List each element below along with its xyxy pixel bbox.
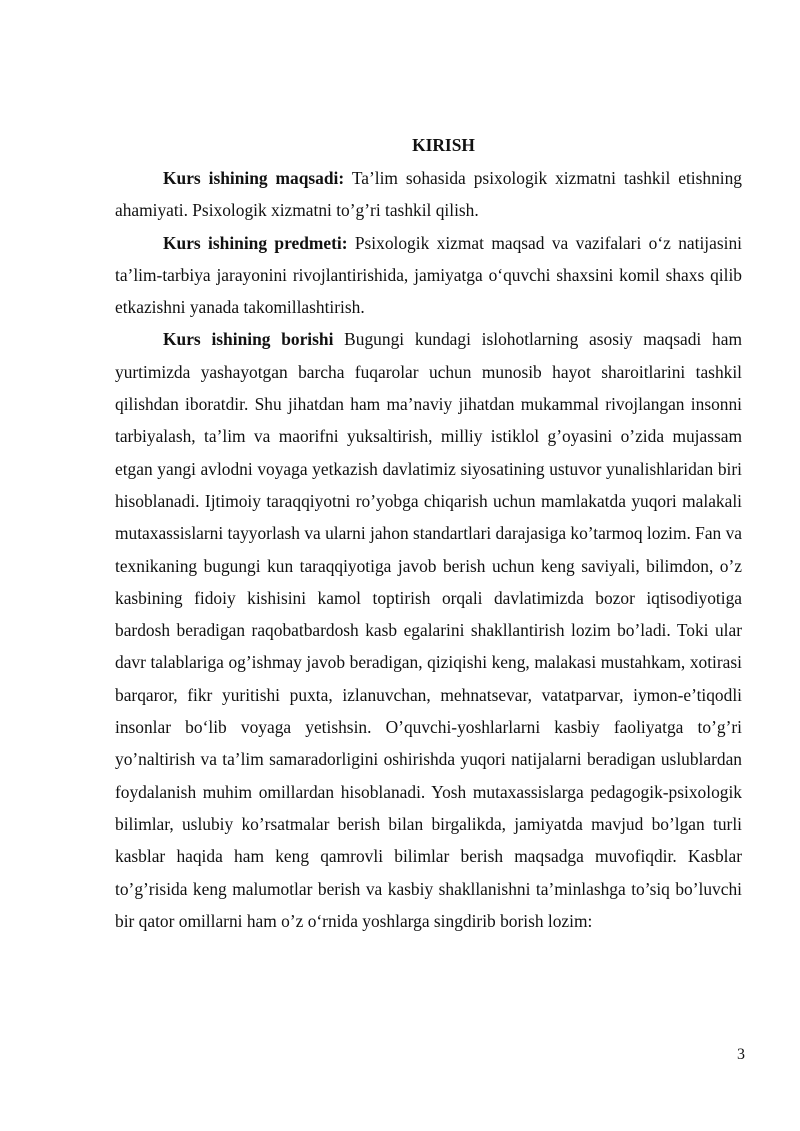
paragraph-lead: Kurs ishining borishi bbox=[163, 329, 334, 350]
paragraph-goal bbox=[115, 162, 742, 227]
paragraph-text: Ta’lim sohasida psixologik xizmatni tashkil etishning ahamiyati. Psixologik xizmatni to’g’ri tashkil qilish. bbox=[115, 168, 742, 221]
paragraph-text: Psixologik xizmat maqsad va vazifalari o‘z natijasini ta’lim-tarbiya jarayonini rivojlantirishida, jamiyatga o‘quvchi shaxsini komil shaxs qilib etkazishni yanada takomillashtirish. bbox=[115, 232, 742, 318]
section-title: KIRISH bbox=[412, 135, 475, 155]
paragraph-lead: Kurs ishining predmeti: bbox=[163, 232, 348, 253]
page-number: 3 bbox=[737, 1046, 745, 1063]
page-content bbox=[115, 128, 742, 937]
paragraph-lead: Kurs ishining maqsadi: bbox=[163, 168, 345, 188]
paragraph-progress bbox=[115, 323, 742, 937]
paragraph-subject bbox=[115, 227, 742, 324]
paragraph-text: Bugungi kundagi islohotlarning asosiy maqsadi ham yurtimizda yashayotgan barcha fuqarolar uchun munosib hayot sharoitlarini tashkil qilishdan iboratdir. Shu jihatdan ham ma’naviy jihatdan mukammal rivojlangan insonni tarbiyalash, ta’lim va maorifni yuksaltirish, milliy istiklol g’oyasini o’zida mujassam etgan yangi avlodni voyaga yetkazish davlatimiz siyosatining ustuvor yunalishlaridan biri hisoblanadi. Ijtimoiy taraqqiyotni ro’yobga chiqarish uchun mamlakatda yuqori malakali mutaxassislarni tayyorlash va ularni jahon standartlari darajasiga ko’tarmoq lozim. Fan va texnikaning bugungi kun taraqqiyotiga javob berish uchun keng saviyali, bilimdon, o’z kasbining fidoiy kishisini kamol toptirish orqali davlatimizda bozor iqtisodiyotiga bardosh beradigan raqobatbardosh kasb egalarini shakllantirish lozim bo’ladi. Toki ular davr talablariga og’ishmay javob beradigan, qiziqishi keng, malakasi mustahkam, xotirasi barqaror, fikr yuritishi puxta, izlanuvchan, mehnatsevar, vatatparvar, iymon-e’tiqodli insonlar bo‘lib voyaga yetishsin. O’quvchi-yoshlarlarni kasbiy faoliyatga to’g’ri yo’naltirish va ta’lim samaradorligini oshirishda yuqori natijalarni beradigan uslublardan foydalanish muhim omillardan hisoblanadi. Yosh mutaxassislarga pedagogik-psixologik bilimlar, uslubiy ko’rsatmalar berish bilan birgalikda, jamiyatda mavjud bo’lgan turli kasblar haqida ham keng qamrovli bilimlar berish maqsadga muvofiqdir. Kasblar to’g’risida keng malumotlar berish va kasbiy shakllanishni ta’minlashga to’siq bo’luvchi bir qator omillarni ham o’z o‘rnida yoshlarga singdirib borish lozim: bbox=[115, 329, 743, 931]
